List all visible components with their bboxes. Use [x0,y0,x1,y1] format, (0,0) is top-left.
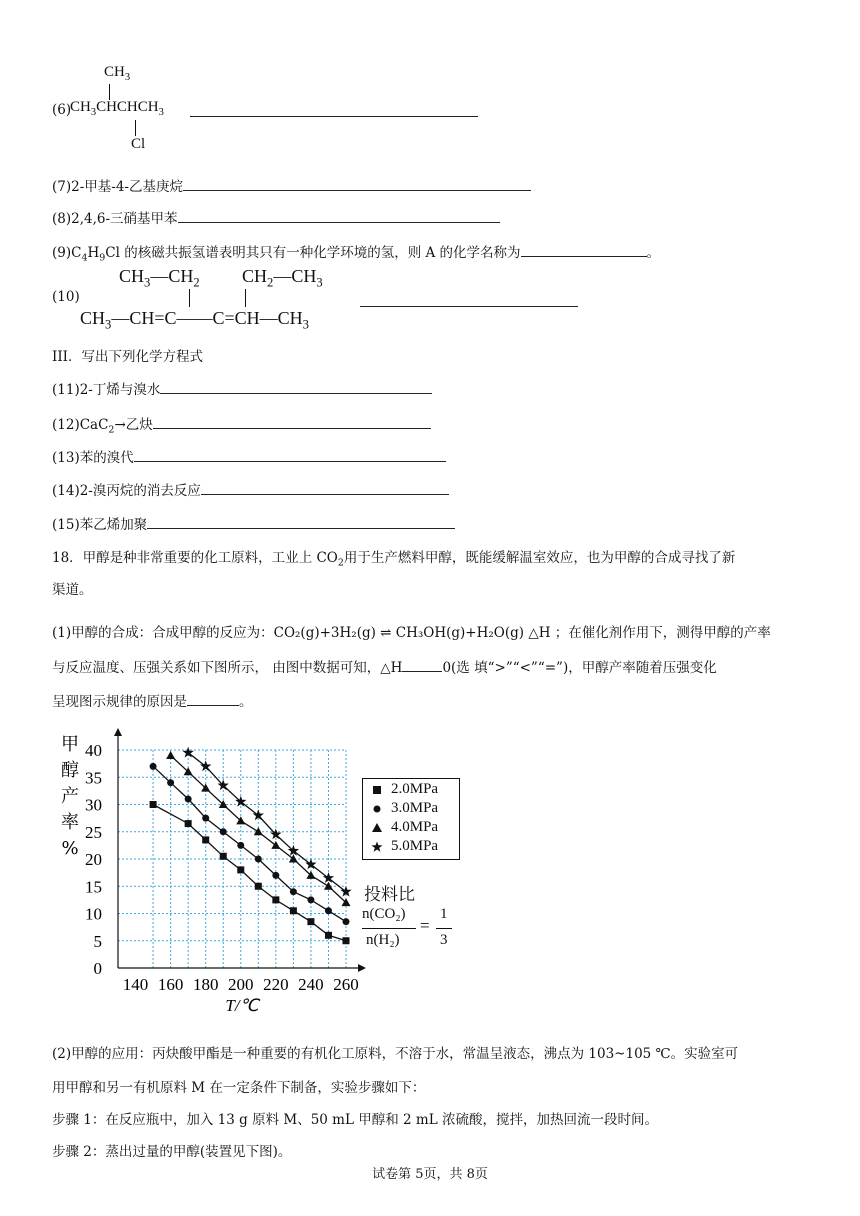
y-label-char: % [61,838,79,859]
q10-label: (10) [52,289,80,305]
data-point-circle [150,763,157,770]
feed-ratio-numerator: n(CO₂) [362,906,406,922]
y-tick-label: 30 [85,795,102,815]
step-2: 步骤 2：蒸出过量的甲醇(装置见下图)。 [52,1144,292,1160]
y-label-char: 产 [61,786,79,807]
y-tick-label: 10 [85,904,102,924]
y-axis-arrow [114,728,122,736]
legend-item-2mpa: 2.0MPa [371,781,438,798]
legend-item-5mpa: 5.0MPa [371,838,438,855]
y-tick-label: 5 [93,931,102,951]
data-point-circle [220,828,227,835]
q6-cl: Cl [131,136,146,152]
feed-ratio-value-den: 3 [440,932,448,948]
q9-text: $(9)C_4H_9Cl$ 的核磁共振氢谱表明其只有一种化学环境的氢，则 A 的化学名称为 。 [52,245,661,264]
chart-grid [118,750,346,968]
square-marker-icon [371,784,383,796]
data-point-circle [343,918,350,925]
x-tick-label: 200 [228,975,254,994]
q12-answer-blank[interactable] [153,416,431,429]
chart-lines [153,753,346,941]
data-point-square [307,918,314,925]
delta-h-answer-blank[interactable] [402,659,442,672]
data-point-square [220,853,227,860]
q6-bond-bottom [135,120,136,136]
q18-part2-line1: (2)甲醇的应用：丙炔酸甲酯是一种重要的有机化工原料，不溶于水，常温呈液态，沸点为 103~105 ℃。实验室可 [52,1046,739,1062]
q18-part1-line3: 呈现图示规律的原因是 。 [52,694,253,710]
q11-text: (11)2-丁烯与溴水 [52,378,432,398]
feed-ratio-title: 投料比 [364,885,415,905]
q18-line2: 渠道。 [52,582,93,598]
data-point-circle [272,872,279,879]
legend-item-4mpa: 4.0MPa [371,819,438,836]
q14-answer-blank[interactable] [201,482,449,495]
y-tick-label: 0 [93,959,102,978]
x-tick-label: 180 [192,975,219,994]
data-point-circle [167,779,174,786]
data-point-circle [237,842,244,849]
q6-top-ch3: $CH_3$ [104,64,131,83]
q6-answer-blank[interactable] [190,104,478,117]
q10-bond-left [189,289,190,307]
q8-text: (8)2,4,6-三硝基甲苯 [52,207,500,227]
y-label-char: 甲 [61,734,79,755]
chart-points [150,747,352,945]
x-tick-label: 160 [157,975,184,994]
q7-answer-blank[interactable] [183,178,531,191]
star-marker-icon [371,841,383,853]
chart-xlabel: T/℃ [225,996,259,1015]
data-point-circle [325,907,332,914]
data-point-square [202,836,209,843]
q18-part2-line2: 用甲醇和另一有机原料 M 在一定条件下制备，实验步骤如下： [52,1080,426,1096]
data-point-square [237,866,244,873]
data-point-square [343,937,350,944]
q14-text: (14)2-溴丙烷的消去反应 [52,479,449,499]
q18-line1: 18．甲醇是种非常重要的化工原料，工业上 $CO_2$用于生产燃料甲醇，既能缓解温室效应，也为甲醇的合成寻找了新 [52,550,736,569]
q11-answer-blank[interactable] [160,381,432,394]
section-3-heading: III．写出下列化学方程式 [52,349,203,365]
q6-main-formula: $CH_3CHCHCH_3$ [70,99,164,118]
chart-legend [362,778,460,860]
chart-ylabel [61,734,79,859]
q8-answer-blank[interactable] [178,210,500,223]
step-1: 步骤 1：在反应瓶中，加入 13 g 原料 M、50 mL 甲醇和 2 mL 浓硫酸，搅拌，加热回流一段时间。 [52,1112,658,1128]
feed-ratio-value-num: 1 [440,906,448,922]
data-point-square [325,932,332,939]
reason-answer-blank[interactable] [187,693,239,706]
feed-ratio-denominator: n(H₂) [366,932,400,948]
q15-answer-blank[interactable] [147,516,455,529]
chart-ticks [85,741,359,994]
q12-text: (12)CaC$_2$→乙炔 [52,413,431,436]
x-tick-label: 240 [298,975,324,994]
series-line [153,805,346,941]
data-point-square [290,907,297,914]
q10-line2: $CH_3—CH=C——C=CH—CH_3$ [80,308,309,332]
feed-ratio-equals: = [420,916,430,935]
y-tick-label: 25 [85,822,102,842]
data-point-square [150,801,157,808]
data-point-square [272,896,279,903]
data-point-circle [307,896,314,903]
data-point-triangle [166,751,175,759]
q18-part1-line1: (1)甲醇的合成：合成甲醇的反应为：CO₂(g)+3H₂(g) ⇌ CH₃OH(g)+H₂O(g) △H ；在催化剂作用下，测得甲醇的产率 [52,625,771,641]
data-point-star [200,760,211,771]
triangle-marker-icon [371,822,383,834]
data-point-triangle [271,841,280,849]
q15-text: (15)苯乙烯加聚 [52,513,455,533]
q6-label: (6) [52,102,72,118]
data-point-circle [202,815,209,822]
y-tick-label: 35 [85,768,102,788]
q13-text: (13)苯的溴代 [52,446,446,466]
circle-marker-icon [371,803,383,815]
q10-line1-left: $CH_3—CH_2$ [119,266,200,290]
q18-part1-line2: 与反应温度、压强关系如下图所示， 由图中数据可知，△H 0(选 填“>”“<”“=”)，甲醇产率随着压强变化 [52,660,717,676]
methanol-yield-chart [50,728,470,1018]
y-label-char: 率 [61,812,79,833]
data-point-square [255,883,262,890]
data-point-circle [185,796,192,803]
y-tick-label: 40 [85,741,102,760]
q7-text: (7)2-甲基-4-乙基庚烷 [52,175,531,195]
q6-bond-top [109,84,110,100]
page-footer: 试卷第 5页，共 8页 [372,1167,488,1182]
series-line [153,766,346,921]
legend-item-3mpa: 3.0MPa [371,800,438,817]
data-point-circle [290,888,297,895]
x-tick-label: 220 [263,975,289,994]
y-label-char: 醇 [61,760,79,781]
q10-bond-right [245,289,246,307]
feed-ratio-value-bar [436,928,452,929]
data-point-circle [255,856,262,863]
y-tick-label: 15 [85,877,102,897]
x-tick-label: 140 [122,975,149,994]
feed-ratio-bar [362,928,416,929]
y-tick-label: 20 [85,850,102,869]
q13-answer-blank[interactable] [134,449,446,462]
x-tick-label: 260 [333,975,359,994]
q10-line1-right: $CH_2—CH_3$ [242,266,323,290]
q10-answer-blank[interactable] [360,294,578,307]
x-axis-arrow [358,964,366,972]
q9-answer-blank[interactable] [521,244,647,257]
data-point-square [185,820,192,827]
